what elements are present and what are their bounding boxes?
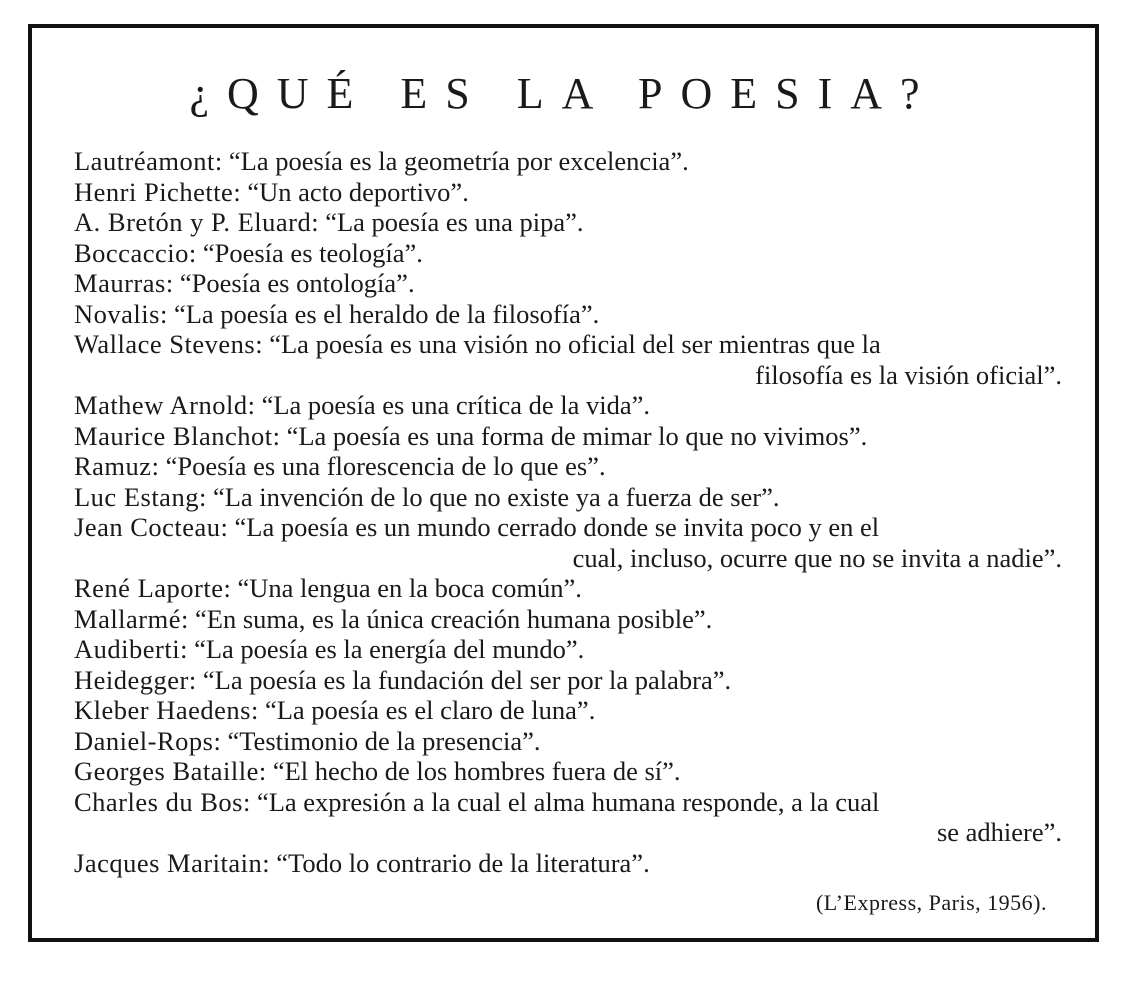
- quote-list: [74, 146, 1062, 878]
- quote-text: “La poesía es una forma de mimar lo que no vivimos”.: [286, 420, 868, 451]
- author-separator: :: [311, 207, 326, 237]
- quote-entry: [74, 238, 1062, 269]
- quote-text: “Una lengua en la boca común”.: [237, 573, 582, 603]
- quote-entry: [74, 604, 1062, 635]
- quote-text: “La poesía es una pipa”.: [325, 207, 584, 237]
- author-name: Maurras: [74, 268, 166, 298]
- quote-text: “En suma, es la única creación humana posible”.: [195, 603, 713, 634]
- author-separator: :: [220, 512, 235, 542]
- author-separator: :: [272, 420, 287, 451]
- author-name: Henri Pichette: [74, 176, 234, 207]
- quote-entry: [74, 512, 1062, 573]
- quote-entry: [74, 573, 1062, 604]
- quote-text: “Poesía es teología”.: [202, 237, 423, 268]
- author-separator: :: [255, 329, 270, 359]
- author-separator: :: [223, 573, 238, 603]
- author-separator: :: [165, 268, 180, 298]
- author-name: Mathew Arnold: [74, 390, 248, 420]
- author-name: Heidegger: [74, 664, 189, 695]
- author-separator: :: [233, 176, 248, 207]
- author-name: Novalis: [74, 298, 160, 329]
- quote-text: “La poesía es una visión no oficial del ser mientras que la: [269, 329, 881, 359]
- author-separator: :: [188, 237, 203, 268]
- quote-text: “La poesía es el heraldo de la filosofía”.: [173, 298, 600, 329]
- source-citation: (L’Express, Paris, 1956).: [815, 890, 1047, 915]
- author-name: Lautréamont: [74, 146, 215, 176]
- author-separator: :: [159, 298, 174, 329]
- quote-text: “La invención de lo que no existe ya a fuerza de ser”.: [212, 481, 780, 512]
- author-name: Luc Estang: [74, 481, 199, 512]
- author-separator: :: [151, 451, 166, 481]
- quote-text: “Poesía es una florescencia de lo que es”.: [165, 451, 606, 481]
- author-separator: :: [250, 695, 265, 725]
- author-name: Georges Bataille: [74, 756, 259, 786]
- author-separator: :: [198, 481, 213, 512]
- quote-entry: [74, 421, 1062, 452]
- author-name: René Laporte: [74, 573, 224, 603]
- author-separator: :: [180, 634, 195, 664]
- author-name: Ramuz: [74, 451, 152, 481]
- author-separator: :: [188, 664, 203, 695]
- quote-text: “La poesía es un mundo cerrado donde se invita poco y en el: [234, 512, 880, 542]
- author-name: Charles du Bos: [74, 786, 243, 817]
- author-name: Audiberti: [74, 634, 181, 664]
- page-title: ¿QUÉ ES LA POESIA?: [189, 69, 938, 118]
- quote-entry: [74, 207, 1062, 238]
- author-name: Mallarmé: [74, 603, 182, 634]
- quote-entry: [74, 177, 1062, 208]
- author-name: Kleber Haedens: [74, 695, 251, 725]
- author-separator: :: [258, 756, 273, 786]
- quote-entry: [74, 634, 1062, 665]
- quote-entry: [74, 268, 1062, 299]
- quote-text: “Todo lo contrario de la literatura”.: [276, 847, 650, 878]
- quote-entry: [74, 787, 1062, 848]
- quote-entry: [74, 848, 1062, 879]
- page-border: [28, 24, 1099, 942]
- quote-entry: [74, 695, 1062, 726]
- author-separator: :: [247, 390, 262, 420]
- quote-text: “La poesía es la fundación del ser por la palabra”.: [202, 664, 732, 695]
- author-separator: :: [262, 847, 277, 878]
- author-name: Boccaccio: [74, 237, 189, 268]
- quote-entry: [74, 329, 1062, 390]
- author-name: Jean Cocteau: [74, 512, 221, 542]
- quote-continuation: se adhiere”.: [936, 817, 1062, 847]
- quote-entry: [74, 451, 1062, 482]
- quote-text: “Poesía es ontología”.: [179, 268, 415, 298]
- quote-entry: [74, 756, 1062, 787]
- quote-text: “La poesía es la energía del mundo”.: [194, 634, 585, 664]
- quote-entry: [74, 665, 1062, 696]
- quote-continuation: filosofía es la visión oficial”.: [755, 359, 1062, 390]
- author-name: Jacques Maritain: [74, 847, 263, 878]
- author-name: Daniel-Rops: [74, 725, 214, 756]
- quote-text: “La poesía es la geometría por excelencia”.: [228, 146, 689, 176]
- author-name: Wallace Stevens: [74, 329, 256, 359]
- author-name: A. Bretón y P. Eluard: [74, 207, 312, 237]
- quote-text: “La expresión a la cual el alma humana responde, a la cual: [256, 786, 880, 817]
- quote-entry: [74, 146, 1062, 177]
- quote-text: “Un acto deportivo”.: [247, 176, 469, 207]
- quote-entry: [74, 299, 1062, 330]
- author-separator: :: [242, 786, 257, 817]
- quote-entry: [74, 390, 1062, 421]
- author-separator: :: [214, 146, 229, 176]
- quote-entry: [74, 482, 1062, 513]
- author-separator: :: [213, 725, 228, 756]
- quote-text: “La poesía es el claro de luna”.: [264, 695, 596, 725]
- quote-text: “La poesía es una crítica de la vida”.: [261, 390, 651, 420]
- author-name: Maurice Blanchot: [74, 420, 273, 451]
- quote-text: “El hecho de los hombres fuera de sí”.: [272, 756, 681, 786]
- quote-continuation: cual, incluso, ocurre que no se invita a nadie”.: [572, 542, 1062, 573]
- quote-text: “Testimonio de la presencia”.: [227, 725, 541, 756]
- quote-entry: [74, 726, 1062, 757]
- author-separator: :: [181, 603, 196, 634]
